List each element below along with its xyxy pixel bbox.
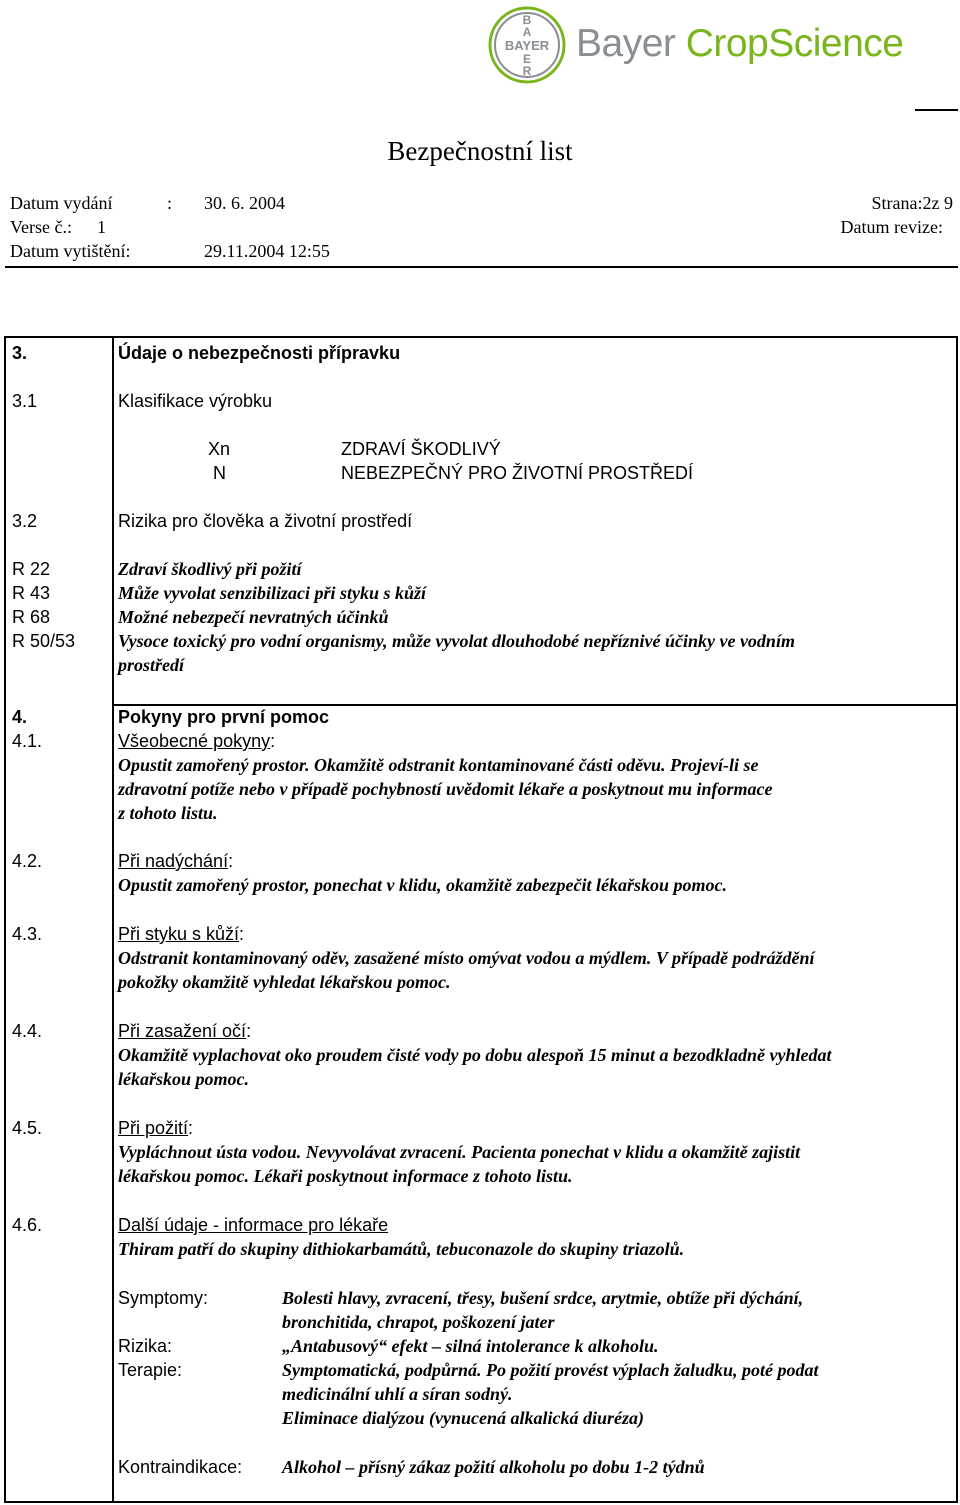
section-4-4-heading [118, 1019, 251, 1043]
instruction-line: zdravotní potíže nebo v případě pochybností uvědomit lékaře a poskytnout mu informace [118, 779, 773, 799]
section-4-title: Pokyny pro první pomoc [118, 707, 330, 727]
section-3-number: 3. [12, 343, 28, 363]
print-date-value: 29.11.2004 12:55 [204, 241, 330, 261]
therapy-label: Terapie: [118, 1360, 183, 1380]
section-4-2-number: 4.2. [12, 851, 43, 871]
class-code-xn: Xn [208, 439, 231, 459]
bayer-cross-logo [488, 6, 566, 84]
section-4-5-heading [118, 1116, 193, 1140]
section-3-2-number: 3.2 [12, 511, 38, 531]
contraindications-value: Alkohol – přísný zákaz požití alkoholu po dobu 1-2 týdnů [282, 1457, 705, 1477]
section-4-2-heading-text: Při nadýchání [118, 851, 229, 871]
therapy-line: medicinální uhlí a síran sodný. [282, 1384, 513, 1404]
risk-text: Může vyvolat senzibilizaci při styku s kůží [118, 583, 427, 603]
instruction-line: pokožky okamžitě vyhledat lékařskou pomoc. [118, 972, 451, 992]
instruction-line: Okamžitě vyplachovat oko proudem čisté vody po dobu alespoň 15 minut a bezodkladně vyhledat [118, 1045, 832, 1065]
risk-code: R 22 [12, 559, 51, 579]
section-3-2-title: Rizika pro člověka a životní prostředí [118, 511, 413, 531]
version-label: Verse č.: [10, 217, 72, 237]
instruction-line: lékařskou pomoc. [118, 1069, 250, 1089]
section-4-5-heading-text: Při požití [118, 1118, 189, 1138]
heading-colon: : [239, 924, 245, 944]
print-date-label: Datum vytištění: [10, 241, 131, 261]
date-issued-separator: : [167, 193, 173, 213]
contraindications-label: Kontraindikace: [118, 1457, 243, 1477]
header-bottom-rule [5, 266, 958, 268]
page-number: Strana:2z 9 [871, 193, 953, 213]
brand-part-bayer: Bayer [576, 22, 686, 65]
class-code-n: N [213, 463, 226, 483]
section-3-1-number: 3.1 [12, 391, 38, 411]
risks-label: Rizika: [118, 1336, 173, 1356]
therapy-line: Symptomatická, podpůrná. Po požití provést výplach žaludku, poté podat [282, 1360, 819, 1380]
risk-text: Možné nebezpečí nevratných účinků [118, 607, 389, 627]
svg-text:BAYER: BAYER [504, 38, 550, 53]
section-4-1-heading [118, 729, 275, 753]
section-3-title: Údaje o nebezpečnosti přípravku [118, 343, 401, 363]
heading-colon: : [188, 1118, 194, 1138]
section-4-1-number: 4.1. [12, 731, 43, 751]
document-title: Bezpečnostní list [387, 136, 573, 166]
content-frame [4, 336, 958, 1503]
symptoms-line: bronchitida, chrapot, poškození jater [282, 1312, 555, 1332]
section-4-6-heading [118, 1213, 388, 1237]
risk-code: R 68 [12, 607, 51, 627]
instruction-line: Vypláchnout ústa vodou. Nevyvolávat zvracení. Pacienta ponechat v klidu a okamžitě zajistit [118, 1142, 801, 1162]
section-4-4-number: 4.4. [12, 1021, 43, 1041]
risk-text: Vysoce toxický pro vodní organismy, může vyvolat dlouhodobé nepříznivé účinky ve vodním [118, 631, 795, 651]
risk-code: R 43 [12, 583, 51, 603]
section-4-5-number: 4.5. [12, 1118, 43, 1138]
therapy-line: Eliminace dialýzou (vynucená alkalická diuréza) [282, 1408, 644, 1428]
section-3-1-title: Klasifikace výrobku [118, 391, 273, 411]
date-issued-label: Datum vydání [10, 193, 113, 213]
version-value: 1 [97, 217, 106, 237]
risk-code: R 50/53 [12, 631, 76, 651]
heading-colon: : [228, 851, 234, 871]
section-4-3-heading [118, 922, 244, 946]
heading-colon: : [270, 731, 276, 751]
risk-text-continued: prostředí [118, 655, 185, 675]
instruction-line: z tohoto listu. [118, 803, 218, 823]
revision-date-label: Datum revize: [840, 217, 943, 237]
section-4-1-heading-text: Všeobecné pokyny [118, 731, 271, 751]
brand-name [576, 22, 904, 66]
svg-text:E: E [522, 52, 532, 66]
instruction-line: Thiram patří do skupiny dithiokarbamátů, tebuconazole do skupiny triazolů. [118, 1239, 685, 1259]
risks-value: „Antabusový“ efekt – silná intolerance k alkoholu. [282, 1336, 659, 1356]
section-4-6-heading-text: Další údaje - informace pro lékaře [118, 1215, 389, 1235]
instruction-line: Opustit zamořený prostor, ponechat v klidu, okamžitě zabezpečit lékařskou pomoc. [118, 875, 728, 895]
svg-text:B: B [522, 13, 532, 27]
section-4-3-heading-text: Při styku s kůží [118, 924, 240, 944]
svg-text:R: R [522, 64, 532, 78]
section-4-number: 4. [12, 707, 28, 727]
instruction-line: Opustit zamořený prostor. Okamžitě odstranit kontaminované části oděvu. Projeví-li se [118, 755, 759, 775]
instruction-line: lékařskou pomoc. Lékaři poskytnout informace z tohoto listu. [118, 1166, 573, 1186]
column-divider [112, 338, 114, 1501]
svg-text:A: A [522, 25, 532, 39]
section-4-3-number: 4.3. [12, 924, 43, 944]
risk-text: Zdraví škodlivý při požití [118, 559, 302, 579]
brand-part-cropscience: CropScience [685, 22, 904, 65]
symptoms-line: Bolesti hlavy, zvracení, třesy, bušení srdce, arytmie, obtíže při dýchání, [282, 1288, 804, 1308]
heading-colon: : [246, 1021, 252, 1041]
date-issued-value: 30. 6. 2004 [204, 193, 285, 213]
header-rule [915, 109, 958, 111]
section-4-4-heading-text: Při zasažení očí [118, 1021, 247, 1041]
section-4-2-heading [118, 849, 233, 873]
section-4-6-number: 4.6. [12, 1215, 43, 1235]
instruction-line: Odstranit kontaminovaný oděv, zasažené místo omývat vodou a mýdlem. V případě podráždění [118, 948, 815, 968]
class-desc-n: NEBEZPEČNÝ PRO ŽIVOTNÍ PROSTŘEDÍ [341, 463, 694, 483]
class-desc-xn: ZDRAVÍ ŠKODLIVÝ [341, 439, 501, 459]
symptoms-label: Symptomy: [118, 1288, 209, 1308]
